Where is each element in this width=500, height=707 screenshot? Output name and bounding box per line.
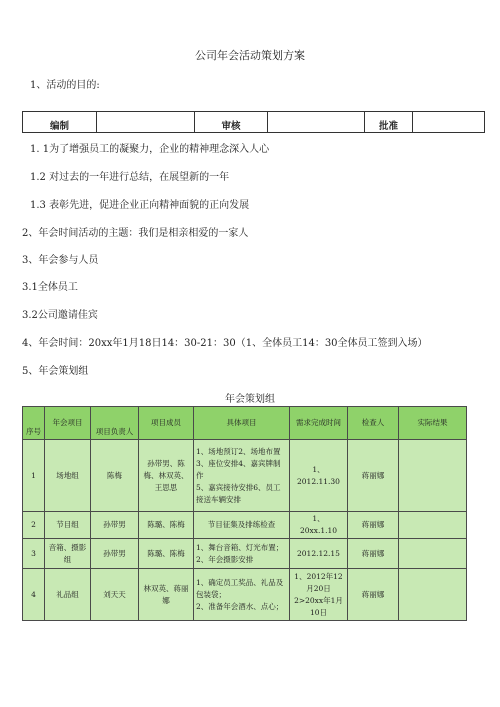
planning-group-heading: 5、年会策划组: [22, 366, 89, 377]
row-result: [399, 512, 467, 539]
plan-table-header-row: [23, 407, 467, 440]
row-tasks: [194, 440, 290, 512]
row-due: [290, 512, 348, 539]
approval-approve-label: 批准: [365, 112, 413, 133]
participants-heading: 3、年会参与人员: [22, 255, 99, 266]
row-no: 4: [23, 569, 45, 621]
participants-item-2: 3.2公司邀请佳宾: [22, 310, 98, 321]
document-title: 公司年会活动策划方案: [195, 49, 305, 62]
row-group: 礼品组: [45, 569, 91, 621]
row-result: [399, 440, 467, 512]
row-lead: 刘天天: [91, 569, 139, 621]
row-checker: 蒋丽娜: [348, 440, 399, 512]
table-row: [23, 539, 467, 569]
approval-compile-label: 编制: [23, 112, 97, 133]
row-members: 林双英、蒋丽娜: [139, 569, 194, 621]
approval-review-label: 审核: [195, 112, 268, 133]
row-tasks-text: 1、场地预订2、场地布置3、座位安排4、嘉宾牌制作 5、嘉宾接待安排6、员工接送车辆安排: [196, 446, 281, 504]
row-group: 场地组: [45, 440, 91, 512]
row-tasks-text: 1、舞台音箱、灯光布置； 2、年会摄影安排: [196, 542, 284, 564]
row-tasks: 节目征集及排练检查: [194, 512, 290, 539]
header-group: 年会项目: [45, 407, 91, 440]
row-tasks-text: 1、确定员工奖品、礼品及包装袋； 2、准备年会酒水、点心；: [196, 577, 284, 611]
row-group: 音箱、摄影组: [45, 539, 91, 569]
row-lead: 孙带男: [91, 512, 139, 539]
purpose-item-1: 1. 1为了增强员工的凝聚力，企业的精神理念深入人心: [30, 144, 270, 155]
approval-table: [22, 111, 485, 133]
header-tasks: 具体项目: [194, 407, 290, 440]
participants-item-1: 3.1全体员工: [22, 282, 78, 293]
row-due-text: 1、 20xx.1.10: [299, 514, 338, 535]
row-no: 1: [23, 440, 45, 512]
approval-review-cell: [268, 112, 365, 133]
row-no: 3: [23, 539, 45, 569]
table-row: [23, 569, 467, 621]
table-row: [23, 440, 467, 512]
header-lead: 项目负责人: [91, 407, 139, 440]
purpose-item-3: 1.3 表彰先进，促进企业正向精神面貌的正向发展: [30, 200, 250, 211]
row-members: 孙带男、陈梅、林双英、王思思: [139, 440, 194, 512]
row-lead: 孙带男: [91, 539, 139, 569]
row-result: [399, 539, 467, 569]
row-checker: 蒋丽娜: [348, 512, 399, 539]
header-due: 需求完成时间: [290, 407, 348, 440]
row-no: 2: [23, 512, 45, 539]
row-checker: 蒋丽娜: [348, 569, 399, 621]
approval-compile-cell: [97, 112, 195, 133]
row-due-text: 1、2012年12月20日 2>20xx年1月10日: [294, 571, 343, 617]
row-tasks: [194, 569, 290, 621]
row-checker: 蒋丽娜: [348, 539, 399, 569]
section-purpose-heading: 1、活动的目的:: [30, 80, 100, 91]
plan-table-title: 年会策划组: [225, 394, 275, 405]
row-group: 节目组: [45, 512, 91, 539]
theme-line: 2、年会时间活动的主题：我们是相亲相爱的一家人: [22, 228, 249, 239]
row-lead: 陈梅: [91, 440, 139, 512]
row-due: [290, 440, 348, 512]
approval-approve-cell: [413, 112, 485, 133]
row-result: [399, 569, 467, 621]
time-line: 4、年会时间：20xx年1月18日14：30-21：30（1、全体员工14：30全体员工签到入场）: [22, 338, 428, 349]
header-members: 项目成员: [139, 407, 194, 440]
header-no: 序号: [23, 407, 45, 440]
table-row: [23, 512, 467, 539]
purpose-item-2: 1.2 对过去的一年进行总结，在展望新的一年: [30, 172, 230, 183]
row-members: 陈璐、陈梅: [139, 539, 194, 569]
header-result: 实际结果: [399, 407, 467, 440]
row-due-text: 1、 2012.11.30: [297, 464, 340, 486]
row-due: 2012.12.15: [290, 539, 348, 569]
plan-table: [22, 406, 467, 621]
header-checker: 检查人: [348, 407, 399, 440]
row-members: 陈璐、陈梅: [139, 512, 194, 539]
row-due: [290, 569, 348, 621]
row-tasks: [194, 539, 290, 569]
